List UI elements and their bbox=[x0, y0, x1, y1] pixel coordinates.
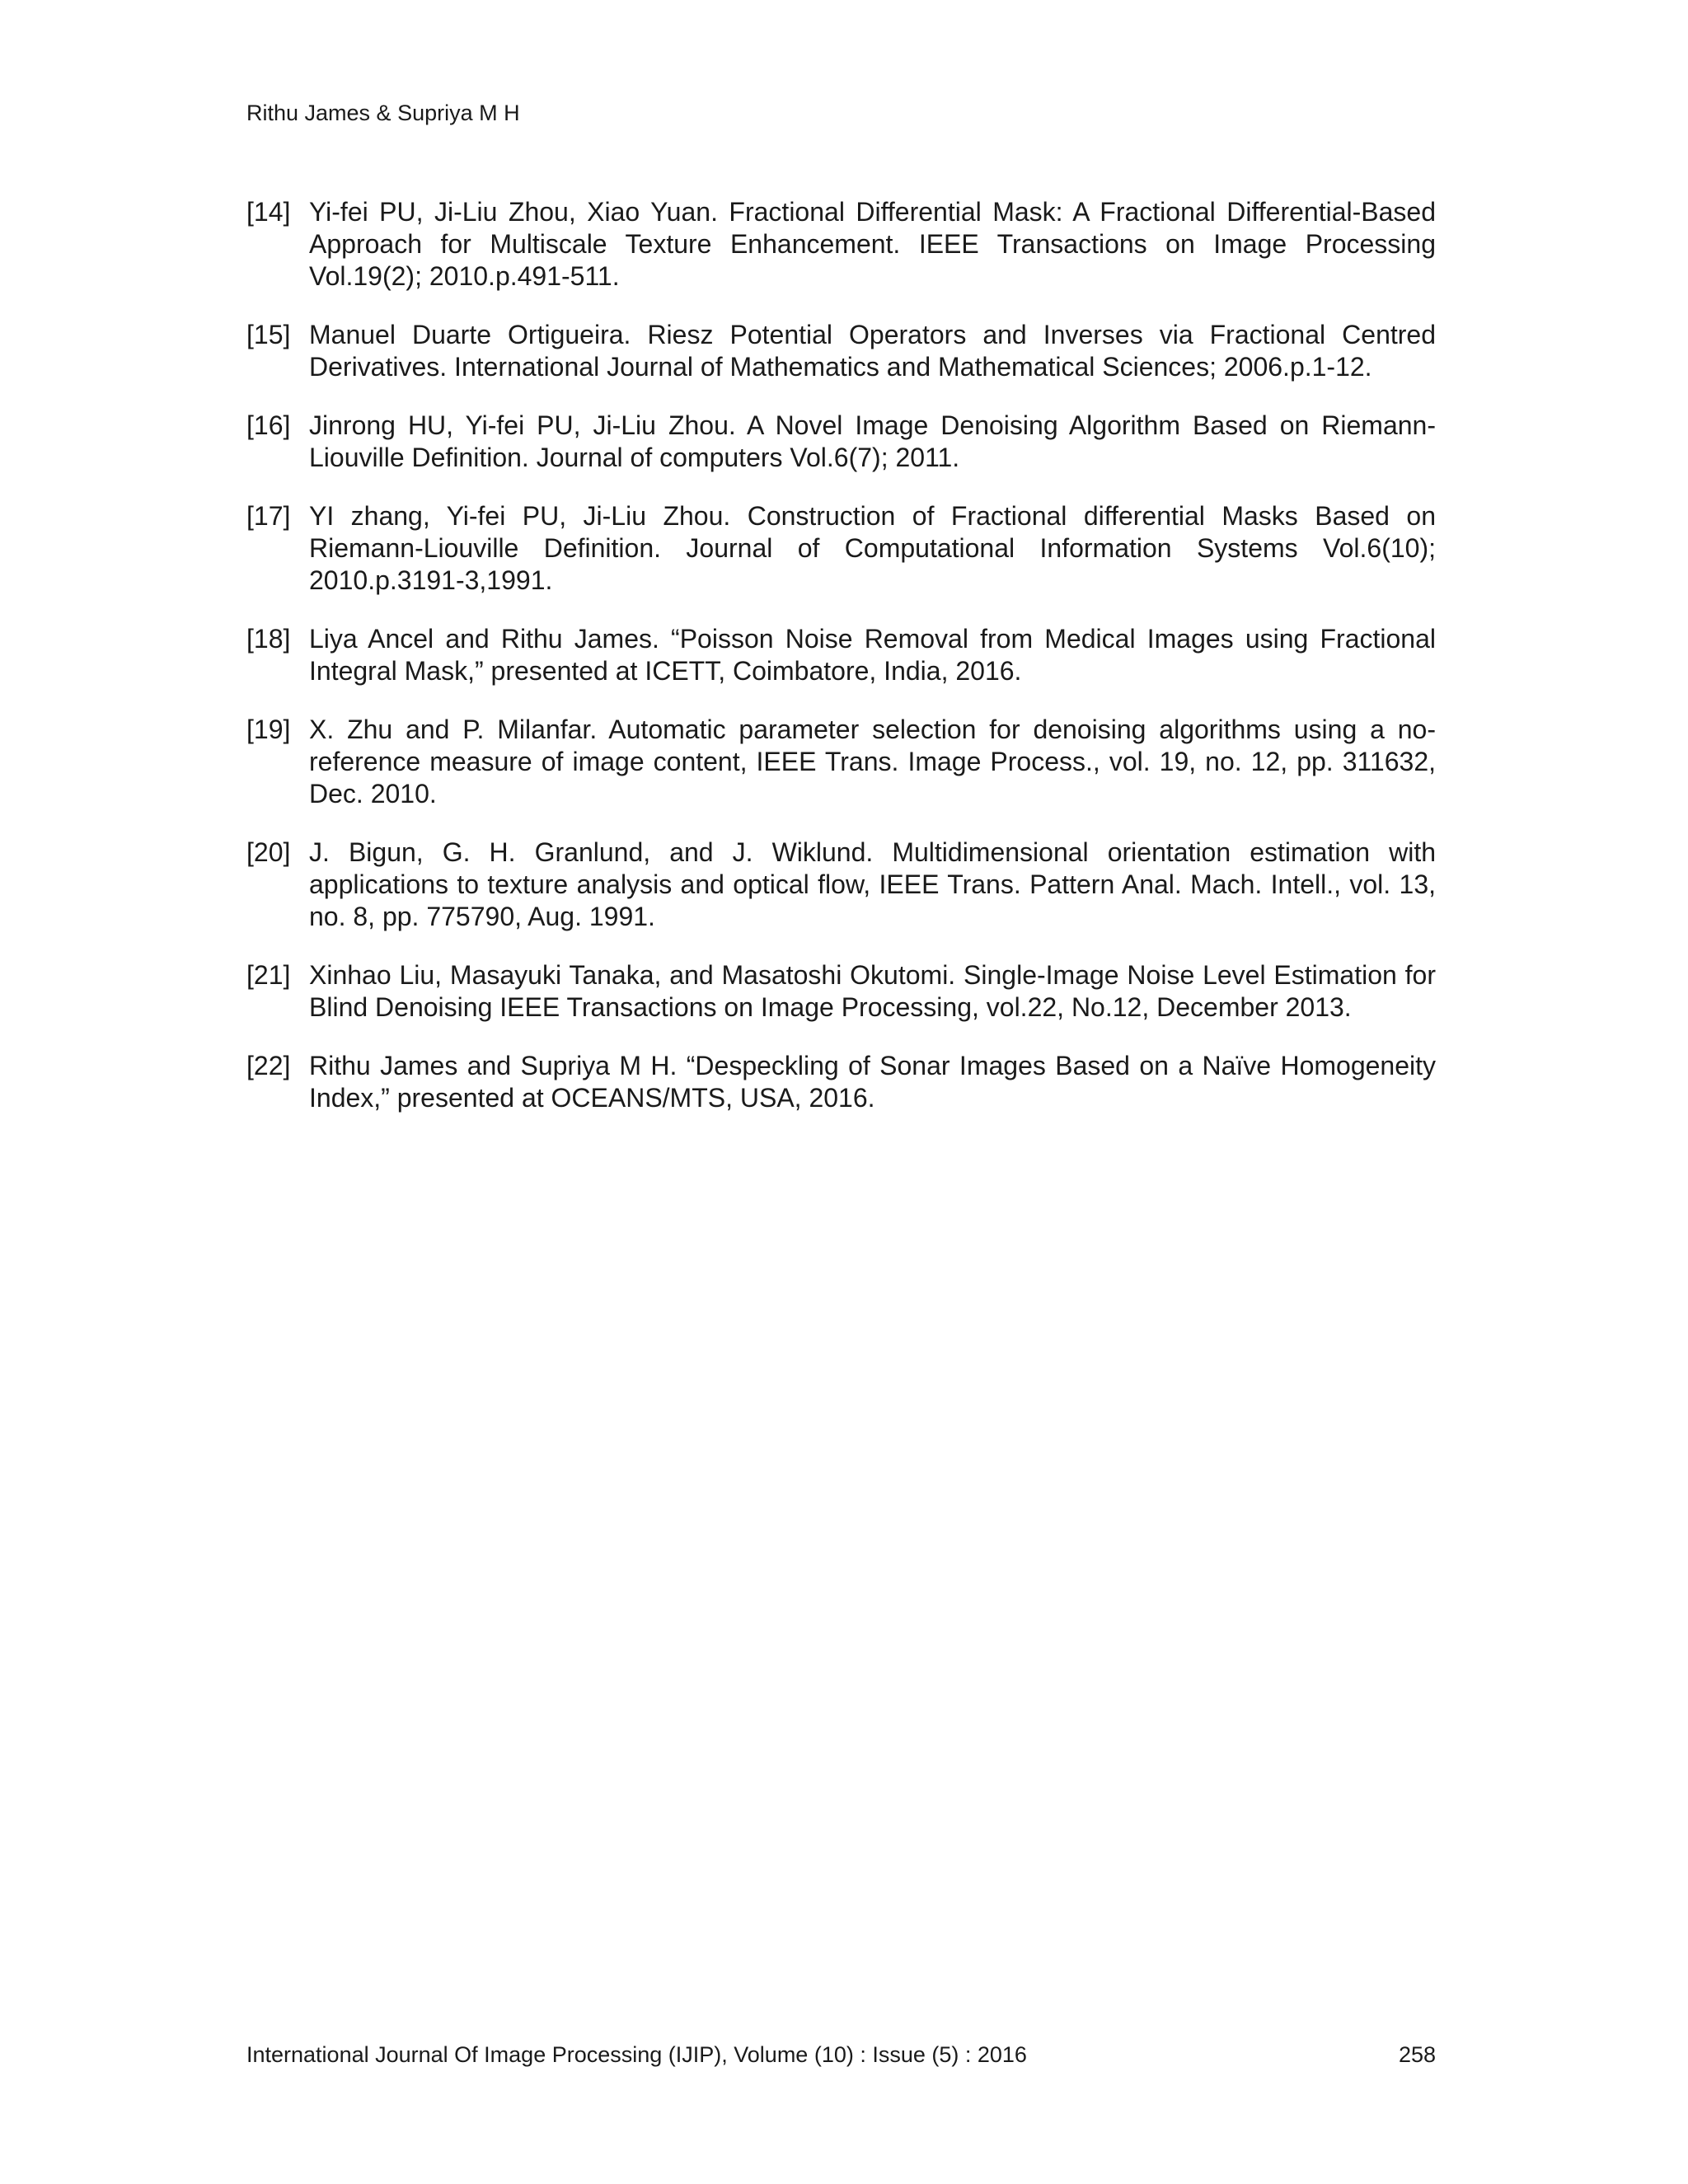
page-footer bbox=[246, 2041, 1436, 2069]
reference-text: Rithu James and Supriya M H. “Despeckling of Sonar Images Based on a Naïve Homogeneity Index,” presented at OCEANS/MTS, USA, 2016. bbox=[309, 1051, 1436, 1113]
footer-journal-info: International Journal Of Image Processing (IJIP), Volume (10) : Issue (5) : 2016 bbox=[246, 2042, 1027, 2067]
reference-item bbox=[246, 500, 1436, 597]
reference-number: [21] bbox=[246, 960, 291, 990]
reference-text: YI zhang, Yi-fei PU, Ji-Liu Zhou. Construction of Fractional differential Masks Based on Riemann-Liouville Definition. Journal of Computational Information Systems Vol.6(10); 2010.p.3191-3,1991. bbox=[309, 501, 1436, 595]
reference-number: [18] bbox=[246, 624, 291, 654]
reference-number: [15] bbox=[246, 320, 291, 349]
reference-text: Liya Ancel and Rithu James. “Poisson Noise Removal from Medical Images using Fractional Integral Mask,” presented at ICETT, Coimbatore, India, 2016. bbox=[309, 624, 1436, 686]
reference-item bbox=[246, 319, 1436, 383]
reference-number: [19] bbox=[246, 715, 291, 744]
reference-text: Manuel Duarte Ortigueira. Riesz Potential Operators and Inverses via Fractional Centred Derivatives. International Journal of Mathematics and Mathematical Sciences; 2006.p.1-12. bbox=[309, 320, 1436, 382]
reference-item bbox=[246, 714, 1436, 810]
reference-text: X. Zhu and P. Milanfar. Automatic parameter selection for denoising algorithms using a no-reference measure of image content, IEEE Trans. Image Process., vol. 19, no. 12, pp. 311632, Dec. 2010. bbox=[309, 715, 1436, 808]
reference-item bbox=[246, 1050, 1436, 1114]
reference-text: J. Bigun, G. H. Granlund, and J. Wiklund. Multidimensional orientation estimation with applications to texture analysis and optical flow, IEEE Trans. Pattern Anal. Mach. Intell., vol. 13, no. 8, pp. 775790, Aug. 1991. bbox=[309, 837, 1436, 931]
reference-number: [14] bbox=[246, 197, 291, 227]
reference-text: Yi-fei PU, Ji-Liu Zhou, Xiao Yuan. Fractional Differential Mask: A Fractional Differential-Based Approach for Multiscale Texture Enhancement. IEEE Transactions on Image Processing Vol.19(2); 2010.p.491-511. bbox=[309, 197, 1436, 291]
reference-number: [20] bbox=[246, 837, 291, 867]
reference-list bbox=[246, 196, 1436, 1141]
reference-item bbox=[246, 623, 1436, 687]
reference-number: [16] bbox=[246, 410, 291, 440]
footer-page-number: 258 bbox=[1398, 2042, 1436, 2067]
reference-item bbox=[246, 837, 1436, 933]
reference-text: Xinhao Liu, Masayuki Tanaka, and Masatoshi Okutomi. Single-Image Noise Level Estimation for Blind Denoising IEEE Transactions on Image Processing, vol.22, No.12, December 2013. bbox=[309, 960, 1436, 1022]
reference-number: [17] bbox=[246, 501, 291, 531]
reference-item bbox=[246, 410, 1436, 474]
reference-text: Jinrong HU, Yi-fei PU, Ji-Liu Zhou. A Novel Image Denoising Algorithm Based on Riemann-Liouville Definition. Journal of computers Vol.6(7); 2011. bbox=[309, 410, 1436, 472]
running-head-authors: Rithu James & Supriya M H bbox=[246, 101, 520, 125]
reference-item bbox=[246, 959, 1436, 1024]
reference-number: [22] bbox=[246, 1051, 291, 1080]
reference-item bbox=[246, 196, 1436, 293]
